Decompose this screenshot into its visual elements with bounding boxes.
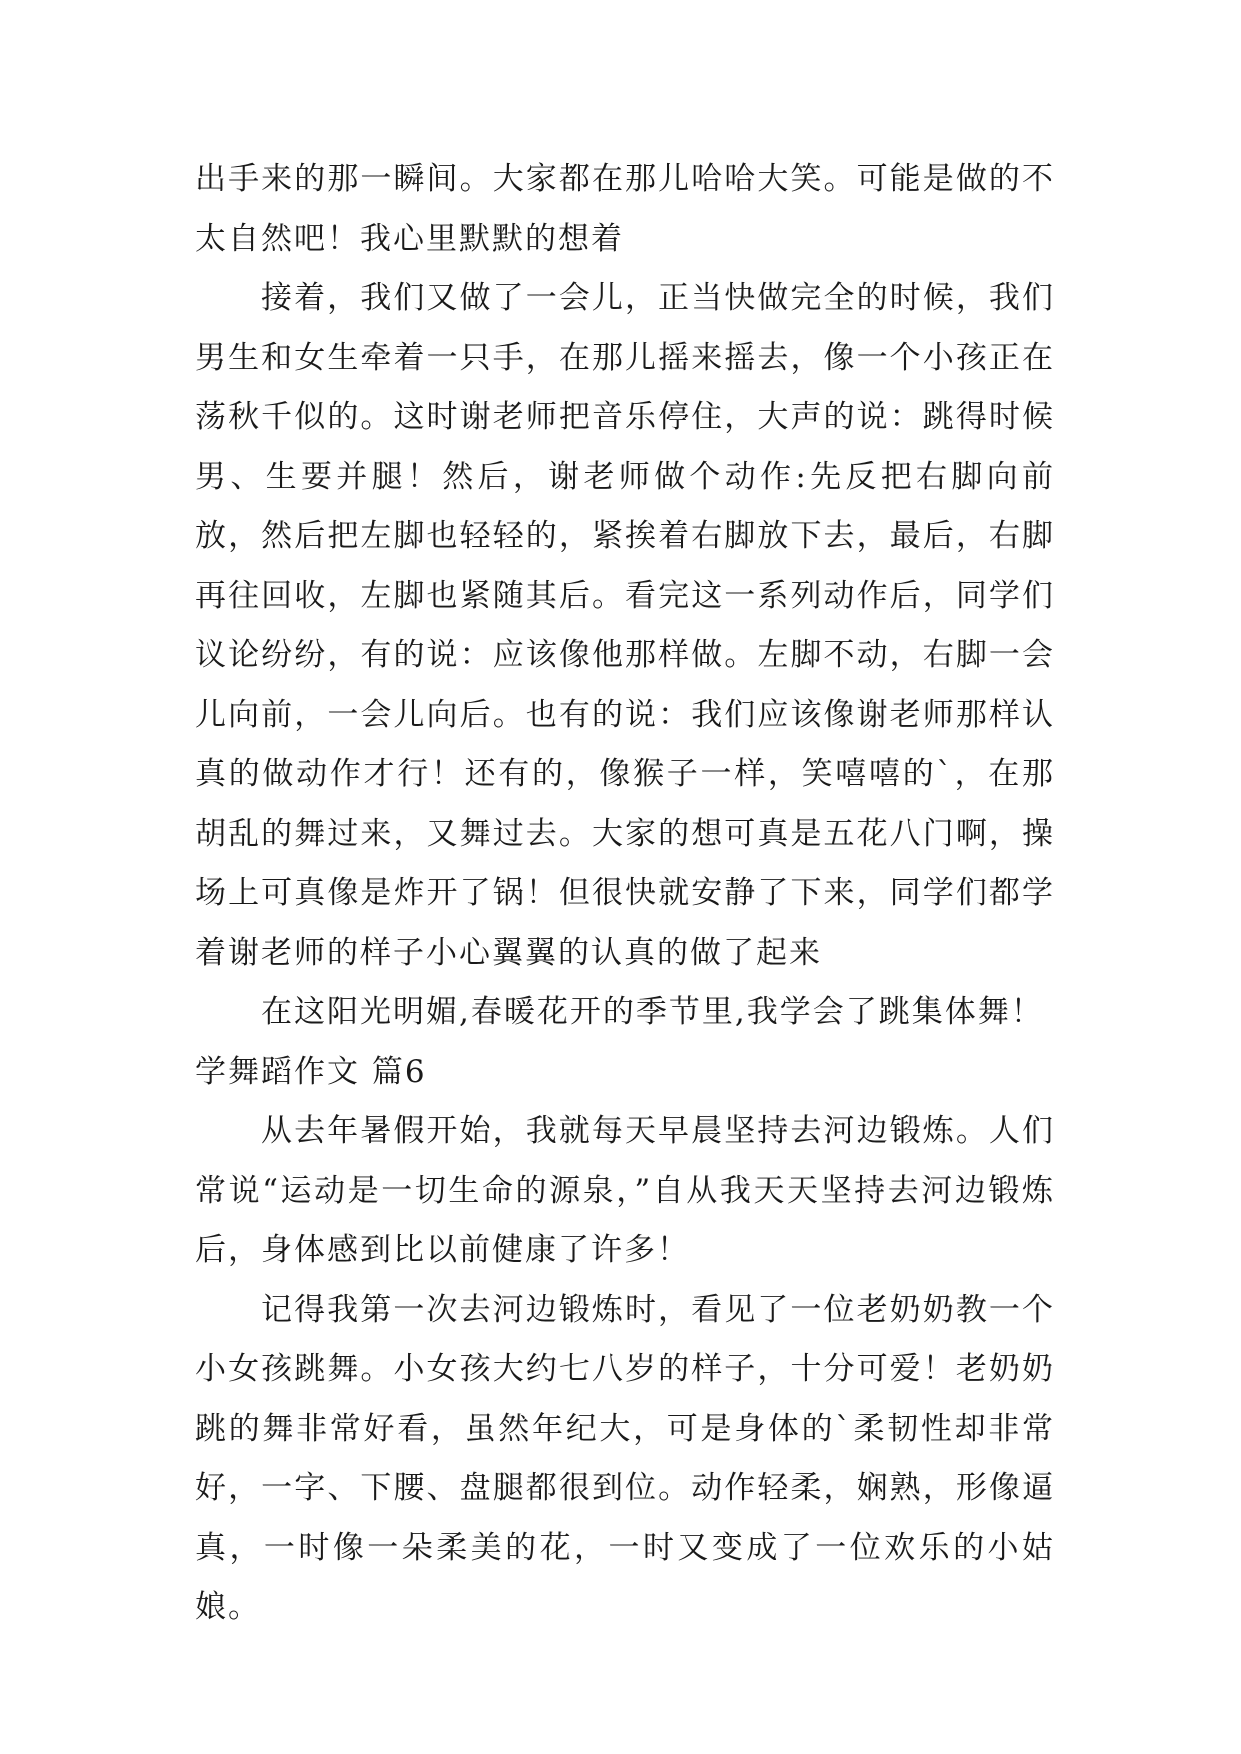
paragraph-conclusion: 在这阳光明媚,春暖花开的季节里,我学会了跳集体舞！ — [261, 994, 1044, 1030]
document-page — [195, 150, 1055, 1638]
paragraph-exercise-intro: 从去年暑假开始，我就每天早晨坚持去河边锻炼。人们常说“运动是一切生命的源泉，”自从我天天坚持去河边锻炼后，身体感到比以前健康了许多！ — [195, 1113, 1055, 1268]
section-heading: 学舞蹈作文 篇6 — [195, 1053, 427, 1090]
paragraph-continuation: 出手来的那一瞬间。大家都在那儿哈哈大笑。可能是做的不太自然吧！我心里默默的想着 — [195, 161, 1055, 257]
paragraph-dance-practice: 接着，我们又做了一会儿，正当快做完全的时候，我们男生和女生牵着一只手，在那儿摇来摇去，像一个小孩正在荡秋千似的。这时谢老师把音乐停住，大声的说：跳得时候男、生要并腿！然后，谢老师做个动作:先反把右脚向前放，然后把左脚也轻轻的，紧挨着右脚放下去，最后，右脚再往回收，左脚也紧随其后。看完这一系列动作后，同学们议论纷纷，有的说：应该像他那样做。左脚不动，右脚一会儿向前，一会儿向后。也有的说：我们应该像谢老师那样认真的做动作才行！还有的，像猴子一样，笑嘻嘻的`，在那胡乱的舞过来，又舞过去。大家的想可真是五花八门啊，操场上可真像是炸开了锅！但很快就安静了下来，同学们都学着谢老师的样子小心翼翼的认真的做了起来 — [195, 280, 1055, 971]
paragraph-grandma-dance: 记得我第一次去河边锻炼时，看见了一位老奶奶教一个小女孩跳舞。小女孩大约七八岁的样子，十分可爱！老奶奶跳的舞非常好看，虽然年纪大，可是身体的`柔韧性却非常好，一字、下腰、盘腿都很到位。动作轻柔，娴熟，形像逼真，一时像一朵柔美的花，一时又变成了一位欢乐的小姑娘。 — [195, 1291, 1055, 1625]
